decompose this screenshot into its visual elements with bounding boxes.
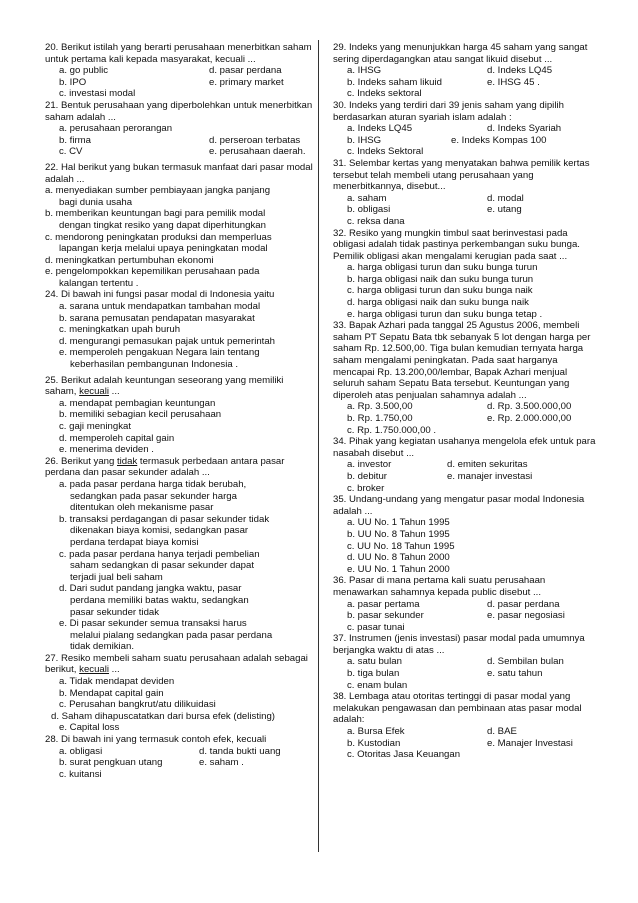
option-a-cont: ditentukan oleh mekanisme pasar xyxy=(70,502,214,514)
question-32 xyxy=(333,228,599,321)
option-d: d. Rp. 3.500.000,00 xyxy=(487,401,572,413)
question-stem: 31. Selembar kertas yang menyatakan bahwa pemilik kertas tersebut telah membeli utang perusahaan yang menerbitkannya, disebut... xyxy=(333,157,590,193)
option-c: c. Indeks Sektoral xyxy=(347,146,424,158)
option-e: e. pengelompokkan kepemilikan perusahaan pada xyxy=(45,266,260,278)
option-b-cont: dengan tingkat resiko yang dapat diperhitungkan xyxy=(59,219,266,231)
question-30 xyxy=(333,100,599,158)
option-c: c. kuitansi xyxy=(59,768,102,780)
question-stem: 20. Berikut istilah yang berarti perusahaan menerbitkan saham untuk pertama kali kepada masyarakat, kecuali ... xyxy=(45,42,312,65)
left-column xyxy=(45,42,313,780)
option-d: d. harga obligasi naik dan suku bunga naik xyxy=(347,297,529,309)
option-d: d. tanda bukti uang xyxy=(199,745,281,757)
option-c: c. meningkatkan upah buruh xyxy=(59,324,181,336)
option-e: e. manajer investasi xyxy=(447,470,533,482)
option-b: b. memiliki sebagian kecil perusahaan xyxy=(59,409,222,421)
option-b: b. IPO xyxy=(59,76,87,88)
question-stem: 35. Undang-undang yang mengatur pasar modal Indonesia adalah ... xyxy=(333,494,585,517)
option-b: b. sarana pemusatan pendapatan masyarakat xyxy=(59,312,255,324)
question-stem: 32. Resiko yang mungkin timbul saat berinvestasi pada obligasi adalah tidak pastinya perkembangan suku bunga. Pemilik obligasi akan mengalami kerugian pada saat ... xyxy=(333,227,580,262)
option-e-cont: tidak demikian. xyxy=(70,641,134,653)
option-d: d. memperoleh capital gain xyxy=(59,432,175,444)
option-b: b. Mendapat capital gain xyxy=(59,687,164,699)
option-d: d. BAE xyxy=(487,726,517,738)
question-stem: 33. Bapak Azhari pada tanggal 25 Agustus 2006, membeli saham PT Sepatu Bata tbk sebanyak 5 lot dengan harga per saham Rp. 12.500,00. Tiga bulan kemudian ternyata harga saham mengalami peningkatan. Pada saat harganya mencapai Rp. 13.200,00/lembar, Bapak Azhari menjual seluruh saham Sepatu Bata tersebut. Keuntungan yang diperoleh atas penjualan sahamnya adalah ... xyxy=(333,320,591,401)
option-d: d. Sembilan bulan xyxy=(487,656,564,668)
option-d: d. Saham dihapuscatatkan dari bursa efek (delisting) xyxy=(51,710,275,722)
option-d: d. Dari sudut pandang jangka waktu, pasar xyxy=(59,583,242,595)
option-e: e. utang xyxy=(487,204,522,216)
question-29 xyxy=(333,42,599,100)
option-b: b. pasar sekunder xyxy=(347,610,424,622)
question-stem: 36. Pasar di mana pertama kali suatu perusahaan menawarkan sahamnya kepada public disebut ... xyxy=(333,575,546,598)
option-d: d. pasar perdana xyxy=(209,65,282,77)
question-33 xyxy=(333,320,599,436)
option-d-cont: pasar sekunder tidak xyxy=(70,606,160,618)
option-c-cont: terjadi jual beli saham xyxy=(70,571,163,583)
right-column xyxy=(333,42,599,761)
option-d: d. Indeks LQ45 xyxy=(487,65,553,77)
question-20 xyxy=(45,42,313,100)
option-a: a. IHSG xyxy=(347,65,382,77)
option-e: e. saham . xyxy=(199,757,244,769)
option-d: d. modal xyxy=(487,192,524,204)
option-e-cont: keberhasilan pembangunan Indonesia . xyxy=(70,359,239,371)
option-e: e. primary market xyxy=(209,76,284,88)
option-b: b. debitur xyxy=(347,470,388,482)
option-c: c. Otoritas Jasa Keuangan xyxy=(347,749,461,761)
option-e-cont: kalangan tertentu . xyxy=(59,277,139,289)
question-21 xyxy=(45,100,313,158)
option-e: e. Di pasar sekunder semua transaksi harus xyxy=(59,618,247,630)
option-b: b. tiga bulan xyxy=(347,668,400,680)
option-b: b. transaksi perdagangan di pasar sekunder tidak xyxy=(59,513,270,525)
option-a: a. go public xyxy=(59,65,109,77)
option-c: c. Perusahan bangkrut/atu dilikuidasi xyxy=(59,699,216,711)
option-b: b. Kustodian xyxy=(347,737,401,749)
option-e: e. UU No. 1 Tahun 2000 xyxy=(347,563,450,575)
question-stem: 37. Instrumen (jenis investasi) pasar modal pada umumnya berjangka waktu di atas ... xyxy=(333,633,585,656)
option-c: c. reksa dana xyxy=(347,215,405,227)
question-24 xyxy=(45,289,313,370)
column-divider xyxy=(318,40,319,852)
option-b: b. firma xyxy=(59,134,91,146)
question-stem: 27. Resiko membeli saham suatu perusahaan adalah sebagai berikut, kecuali ... xyxy=(45,652,308,676)
option-a: a. investor xyxy=(347,459,392,471)
option-c: c. Rp. 1.750.000,00 . xyxy=(347,424,437,436)
option-a: a. Bursa Efek xyxy=(347,726,405,738)
option-c: c. CV xyxy=(59,146,83,158)
option-d: d. UU No. 8 Tahun 2000 xyxy=(347,552,450,564)
question-stem: 21. Bentuk perusahaan yang diperbolehkan untuk menerbitkan saham adalah ... xyxy=(45,99,313,123)
option-d: d. meningkatkan pertumbuhan ekonomi xyxy=(45,254,214,266)
option-d: d. Indeks Syariah xyxy=(487,123,562,135)
underlined-word: kecuali xyxy=(79,664,110,676)
question-27 xyxy=(45,653,313,734)
option-a: a. mendapat pembagian keuntungan xyxy=(59,397,216,409)
option-c: c. gaji meningkat xyxy=(59,421,131,432)
option-b: b. UU No. 8 Tahun 1995 xyxy=(347,528,450,540)
option-b-cont: perdana terdapat biaya komisi xyxy=(70,536,199,548)
option-a: a. pada pasar perdana harga tidak berubah, xyxy=(59,478,247,490)
option-a-cont: sedangkan pada pasar sekunder harga xyxy=(70,490,237,502)
option-a: a. Indeks LQ45 xyxy=(347,123,413,135)
question-stem: 29. Indeks yang menunjukkan harga 45 saham yang sangat sering diperdagangkan atau sangat likuid disebut ... xyxy=(333,42,588,65)
option-b: b. IHSG xyxy=(347,134,382,146)
option-c: c. broker xyxy=(347,482,385,494)
option-d-cont: perdana memiliki batas waktu, sedangkan xyxy=(70,594,249,606)
option-a: a. sarana untuk mendapatkan tambahan modal xyxy=(59,301,261,313)
option-e: e. pasar negosiasi xyxy=(487,610,565,622)
underlined-word: kecuali xyxy=(79,386,110,398)
option-a: a. satu bulan xyxy=(347,656,402,668)
question-25 xyxy=(45,375,313,456)
option-e: e. Indeks Kompas 100 xyxy=(451,134,547,146)
option-a: a. harga obligasi turun dan suku bunga turun xyxy=(347,262,538,274)
option-e: e. satu tahun xyxy=(487,668,543,680)
option-c: c. Indeks sektoral xyxy=(347,88,422,100)
option-e: e. IHSG 45 . xyxy=(487,76,540,88)
option-e: e. menerima deviden . xyxy=(59,444,154,456)
question-stem: 30. Indeks yang terdiri dari 39 jenis saham yang dipilih berdasarkan aturan syariah islam adalah : xyxy=(333,99,564,123)
option-a: a. pasar pertama xyxy=(347,598,420,610)
option-a-cont: bagi dunia usaha xyxy=(59,196,133,208)
option-c: c. harga obligasi turun dan suku bunga naik xyxy=(347,285,533,297)
question-36 xyxy=(333,575,599,633)
option-c: c. mendorong peningkatan produksi dan memperluas xyxy=(45,231,272,243)
option-e: e. Rp. 2.000.000,00 xyxy=(487,413,572,424)
option-d: d. mengurangi pemasukan pajak untuk pemerintah xyxy=(59,335,275,347)
option-a: a. menyediakan sumber pembiayaan jangka panjang xyxy=(45,185,271,197)
option-a: a. perusahaan perorangan xyxy=(59,123,173,135)
option-e: e. perusahaan daerah. xyxy=(209,146,306,158)
option-a: a. obligasi xyxy=(59,745,103,757)
question-34 xyxy=(333,436,599,494)
option-a: a. Rp. 3.500,00 xyxy=(347,401,413,413)
option-b: b. harga obligasi naik dan suku bunga turun xyxy=(347,273,534,285)
option-d: d. pasar perdana xyxy=(487,598,560,610)
option-c: c. enam bulan xyxy=(347,679,408,691)
question-26 xyxy=(45,456,313,653)
option-e: e. Capital loss xyxy=(59,722,120,734)
option-c: c. pada pasar perdana hanya terjadi pembelian xyxy=(59,548,260,560)
question-stem: 22. Hal berikut yang bukan termasuk manfaat dari pasar modal adalah ... xyxy=(45,161,313,185)
option-c: c. investasi modal xyxy=(59,88,136,100)
question-stem: 34. Pihak yang kegiatan usahanya mengelola efek untuk para nasabah disebut ... xyxy=(333,436,596,459)
question-37 xyxy=(333,633,599,691)
question-stem: 28. Di bawah ini yang termasuk contoh efek, kecuali xyxy=(45,734,267,746)
question-stem: 38. Lembaga atau otoritas tertinggi di pasar modal yang melakukan pengawasan dan pembinaan atas pasar modal adalah: xyxy=(333,691,582,726)
question-stem: 24. Di bawah ini fungsi pasar modal di Indonesia yaitu xyxy=(45,289,275,301)
option-b-cont: dikenakan biaya komisi, sedangkan pasar xyxy=(70,525,249,537)
question-22 xyxy=(45,162,313,290)
question-31 xyxy=(333,158,599,228)
question-28 xyxy=(45,734,313,780)
question-38 xyxy=(333,691,599,761)
option-e: e. memperoleh pengakuan Negara lain tentang xyxy=(59,347,260,359)
underlined-word: tidak xyxy=(117,455,138,467)
option-b: b. Rp. 1.750,00 xyxy=(347,413,413,424)
option-b: b. Indeks saham likuid xyxy=(347,76,442,88)
option-a: a. saham xyxy=(347,192,387,204)
option-c: c. UU No. 18 Tahun 1995 xyxy=(347,540,455,552)
question-stem: 26. Berikut yang tidak termasuk perbedaan antara pasar perdana dan pasar sekunder adalah ... xyxy=(45,455,285,479)
question-35 xyxy=(333,494,599,575)
option-b: b. surat pengkuan utang xyxy=(59,757,163,769)
option-e: e. harga obligasi turun dan suku bunga tetap . xyxy=(347,308,543,320)
option-a: a. Tidak mendapat deviden xyxy=(59,676,175,688)
option-c: c. pasar tunai xyxy=(347,621,405,633)
option-d: d. perseroan terbatas xyxy=(209,134,301,146)
question-stem: 25. Berikut adalah keuntungan seseorang yang memiliki saham, kecuali ... xyxy=(45,374,284,398)
option-e-cont: melalui pialang sedangkan pada pasar perdana xyxy=(70,629,273,641)
option-a: a. UU No. 1 Tahun 1995 xyxy=(347,517,450,529)
option-d: d. emiten sekuritas xyxy=(447,459,528,471)
option-e: e. Manajer Investasi xyxy=(487,737,573,749)
option-b: b. obligasi xyxy=(347,204,391,216)
option-c-cont: saham sedangkan di pasar sekunder dapat xyxy=(70,560,255,572)
option-c-cont: lapangan kerja melalui upaya peningkatan modal xyxy=(59,243,268,255)
option-b: b. memberikan keuntungan bagi para pemilik modal xyxy=(45,208,266,220)
